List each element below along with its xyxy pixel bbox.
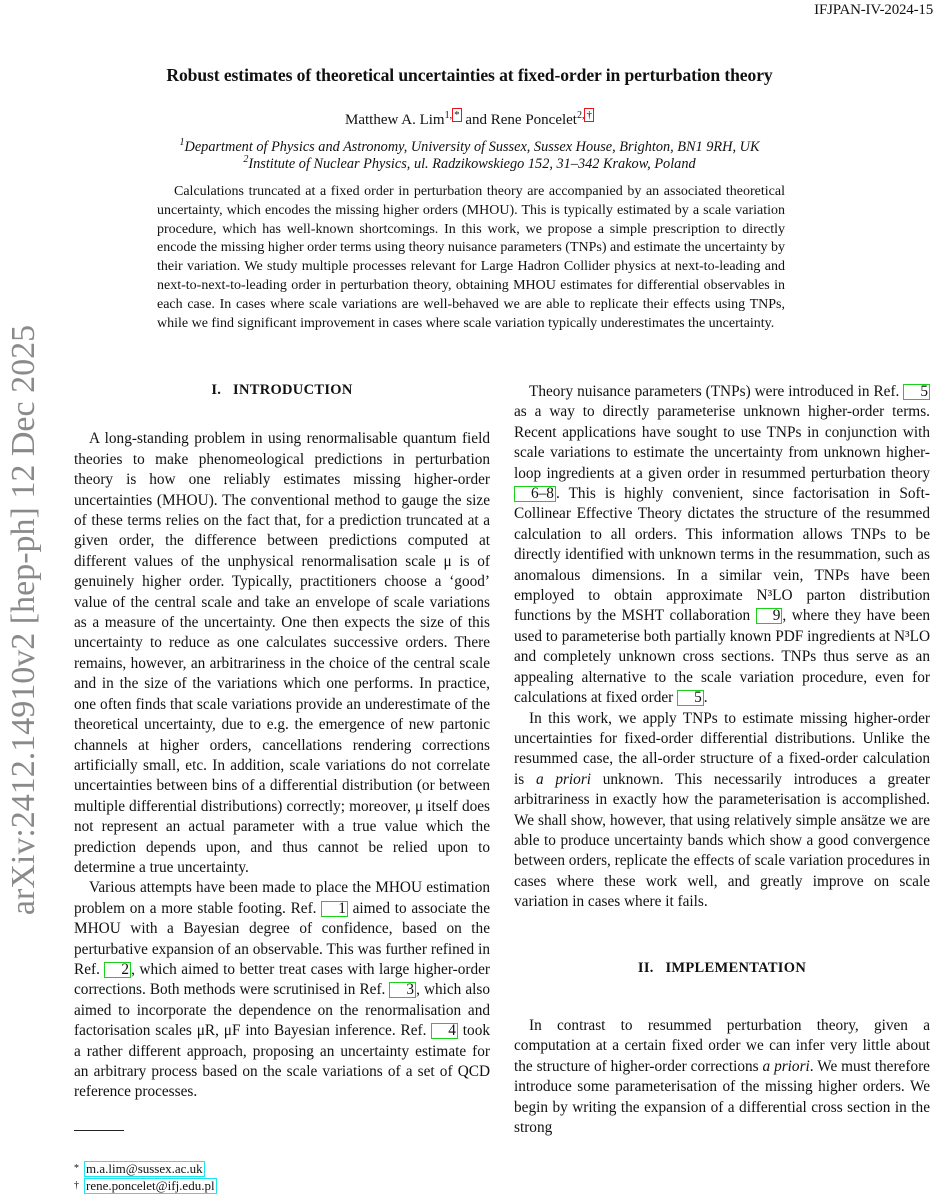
paragraph: A long-standing problem in using renormalisable quantum field theories to make phenomeological predictions in perturbation theory is how one reliably estimates missing higher-order uncertainties (MHOU). The conventional method to gauge the size of these terms relies on the fact that, for a prediction truncated at a given order, the difference between predictions computed at different values of the unphysical renormalisation scale μ is of genuinely higher order. Typically, practitioners choose a ‘good’ value of the central scale and take an envelope of scale variations as a measure of the uncertainty. One then expects the size of this uncertainty to reduce as one calculates successive orders. There remains, however, an arbitrariness in the choice of the central scale and in the size of the variations which one performs. In practice, one often finds that scale variations provide an underestimate of the theoretical uncertainty, due to e.g. the emergence of new partonic channels at higher orders, cancellations rendering corrections artificially small, etc. In addition, scale variations do not correlate uncertainties between bins of a differential distribution (or between multiple differential distributions) correctly; moreover, μ itself does not represent an actual parameter with a true value which the prediction depends upon, and thus cannot be relied upon to determine a true uncertainty. [74,430,490,876]
affiliation [0,154,939,173]
abstract: Calculations truncated at a fixed order in perturbation theory are accompanied by an associated theoretical uncertainty, which encodes the missing higher orders (MHOU). This is typically estimated by a scale variation procedure, which has well-known shortcomings. In this work, we propose a simple prescription to directly encode the missing higher order terms using theory nuisance parameters (TNPs) and estimate the uncertainty by their variation. We study multiple processes relevant for Large Hadron Collider physics at next-to-leading and next-to-next-to-leading order in perturbation theory, obtaining MHOU estimates for differential observables in each case. In cases where scale variations are well-behaved we are able to replicate their effects using TNPs, while we find significant improvement in cases where scale variation typically underestimates the uncertainty. [157,184,785,331]
citation-link[interactable]: 5 [903,384,930,400]
footnote-divider [74,1130,124,1131]
text: , which aimed to better treat cases with large higher-order corrections. Both methods were scrutinised in Ref. [74,960,490,999]
arxiv-stamp [2,320,46,920]
footnotes [74,1160,217,1194]
footnote-link[interactable]: † [586,109,592,121]
author-name: Matthew A. Lim [345,112,445,128]
text: In contrast to resummed perturbation theory, given a computation at a certain fixed order we can infer very little about the structure of higher-order corrections [514,1016,930,1075]
text: Theory nuisance parameters (TNPs) were introduced in Ref. [529,383,904,400]
author-list [0,108,939,129]
text: . We must therefore introduce some parameterisation of the missing higher orders. We begin by writing the expansion of a differential cross section in the strong [514,1057,930,1136]
text: as a way to directly parameterise unknown higher-order terms. Recent applications have sought to use TNPs in conjunction with scale variations to estimate the uncertainty from unknown higher-loop ingredients at a given order in resummed perturbation theory [514,403,930,482]
affiliation-text: Institute of Nuclear Physics, ul. Radzikowskiego 152, 31–342 Krakow, Poland [248,155,696,172]
text: , which also aimed to incorporate the dependence on the renormalisation and factorisation scales μR, μF into Bayesian inference. Ref. [74,981,490,1040]
footnote-mark: * [74,1163,79,1174]
right-column [514,382,930,1138]
text: , where they have been used to parameterise both partially known PDF ingredients at N³LO and completely unknown cross sections. TNPs thus serve as an appealing alternative to the scale variation procedure, even for calculations at fixed order [514,607,931,707]
emphasis: a priori [535,770,592,788]
paragraph [74,878,490,1102]
citation-link[interactable]: 4 [431,1023,458,1039]
footnote-mark: † [74,1180,79,1191]
affiliation-mark: 1, [444,110,453,121]
left-column [74,380,490,1103]
report-number: IFJPAN-IV-2024-15 [814,2,933,18]
section-heading-implementation: II. IMPLEMENTATION [637,959,807,976]
affiliation-mark: 2, [576,110,585,121]
affiliation-text: Department of Physics and Astronomy, University of Sussex, Sussex House, Brighton, BN1 9RH, UK [184,138,760,155]
text: In this work, we apply TNPs to estimate missing higher-order uncertainties for fixed-order differential distributions. Unlike the resummed case, the all-order structure of a fixed-order calculation is [514,709,930,788]
emphasis: a priori [762,1057,810,1075]
author-name: Rene Poncelet [490,112,577,128]
citation-link[interactable]: 6–8 [514,486,556,502]
paragraph [514,1016,930,1138]
footnote-link[interactable]: * [454,109,460,121]
citation-link[interactable]: 5 [677,690,704,706]
citation-link[interactable]: 3 [389,982,416,998]
arxiv-identifier[interactable]: arXiv:2412.14910v2 [hep-ph] 12 Dec 2025 [5,324,42,916]
citation-link[interactable]: 2 [104,962,131,978]
email-link[interactable]: m.a.lim@sussex.ac.uk [86,1161,203,1176]
paper-title: Robust estimates of theoretical uncertainties at fixed-order in perturbation theory [166,65,773,85]
paragraph [514,382,930,709]
footnote [74,1160,217,1177]
affiliation-mark: 2 [243,154,249,165]
footnote [74,1177,217,1194]
paragraph [514,709,930,913]
text: . [703,689,708,707]
text: unknown. This necessarily introduces a greater arbitrariness in exactly how the parameterisation is accomplished. We shall show, however, that using relatively simple ansätze we are able to produce uncertainty bands which show a good convergence between orders, replicate the effects of scale variation procedures in cases where these work well, and greatly improve on scale variation in cases where it fails. [514,770,931,911]
text: Various attempts have been made to place the MHOU estimation problem on a more stable footing. Ref. [74,879,490,917]
text: aimed to associate the MHOU with a Bayesian degree of confidence, based on the perturbative expansion of an observable. This was further refined in Ref. [74,899,490,978]
email-link[interactable]: rene.poncelet@ifj.edu.pl [86,1178,215,1193]
author-joiner: and [461,112,491,128]
citation-link[interactable]: 9 [756,608,783,624]
text: took a rather different approach, proposing an uncertainty estimate for an arbitrary process based on the scale variations of a set of QCD reference processes. [74,1022,490,1101]
affiliation-mark: 1 [179,137,185,148]
section-heading-introduction: I. INTRODUCTION [211,382,353,398]
citation-link[interactable]: 1 [321,901,348,917]
text: . This is highly convenient, since factorisation in Soft-Collinear Effective Theory dictates the structure of the resummed calculation to all orders. This information allows TNPs to be directly identified with unknown terms in the resummation, such as anomalous dimensions. In a similar vein, TNPs have been employed to obtain approximate N³LO parton distribution functions by the MSHT collaboration [514,485,930,625]
affiliation [0,137,939,156]
